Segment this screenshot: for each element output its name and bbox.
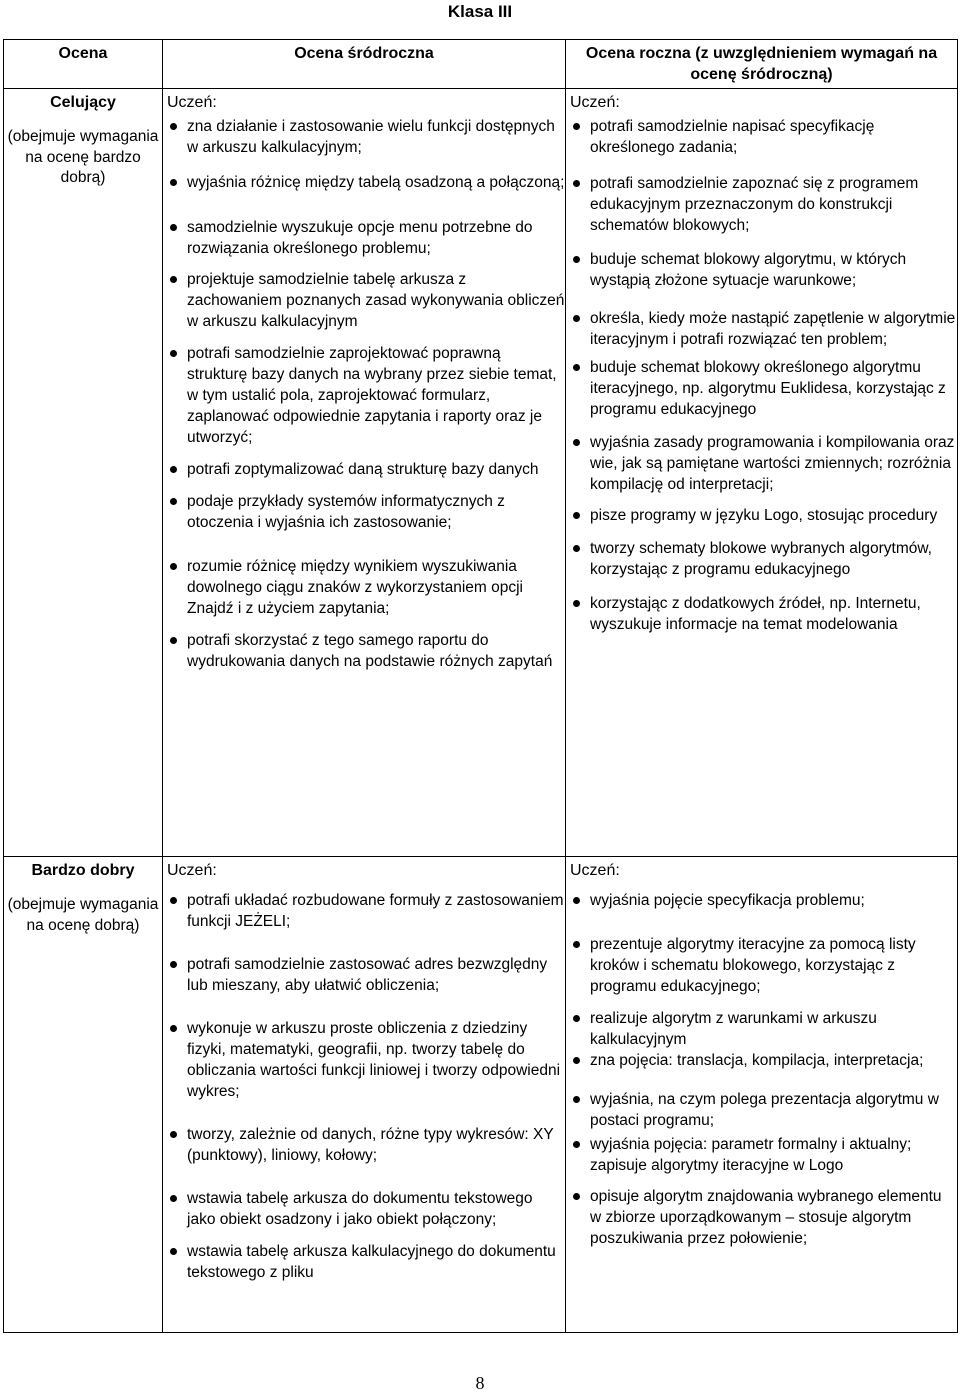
grade-note-celujacy: (obejmuje wymagania na ocenę bardzo dobrą)	[7, 128, 159, 186]
list-item: potrafi samodzielnie napisać specyfikację określonego zadania;	[566, 116, 957, 158]
bullet-icon	[573, 315, 580, 322]
list-item: buduje schemat blokowy algorytmu, w których wystąpią złożone sytuacje warunkowe;	[566, 249, 957, 291]
bullet-icon	[573, 439, 580, 446]
bullet-icon	[573, 364, 580, 371]
list-item: wyjaśnia, na czym polega prezentacja algorytmu w postaci programu;	[566, 1089, 957, 1131]
srodroczna-cell-celujacy	[163, 89, 566, 857]
list-item: tworzy, zależnie od danych, różne typy wykresów: XY (punktowy), liniowy, kołowy;	[163, 1124, 565, 1166]
grade-name-bardzo-dobry: Bardzo dobry	[31, 862, 135, 879]
list-item: samodzielnie wyszukuje opcje menu potrzebne do rozwiązania określonego problemu;	[163, 217, 565, 259]
bullet-icon	[170, 350, 177, 357]
bullet-icon	[170, 276, 177, 283]
list-item: tworzy schematy blokowe wybranych algorytmów, korzystając z programu edukacyjnego	[566, 538, 957, 580]
header-ocena: Ocena	[4, 40, 163, 89]
uczen-label: Uczeń:	[167, 94, 217, 111]
list-item: wyjaśnia pojęcia: parametr formalny i aktualny; zapisuje algorytmy iteracyjne w Logo	[566, 1134, 957, 1176]
bullet-icon	[170, 1025, 177, 1032]
bullet-icon	[573, 941, 580, 948]
bullet-icon	[170, 498, 177, 505]
list-item: buduje schemat blokowy określonego algorytmu iteracyjnego, np. algorytmu Euklidesa, korzystając z programu edukacyjnego	[566, 357, 957, 420]
row-bardzo-dobry	[4, 857, 958, 1333]
bullet-icon	[573, 123, 580, 130]
uczen-label: Uczeń:	[167, 862, 217, 879]
list-item: potrafi samodzielnie zastosować adres bezwzględny lub mieszany, aby ułatwić obliczenia;	[163, 954, 565, 996]
roczna-cell-celujacy	[566, 89, 958, 857]
list-item: potrafi zoptymalizować daną strukturę bazy danych	[163, 459, 565, 480]
bullet-icon	[573, 1193, 580, 1200]
grade-cell-bardzo-dobry	[4, 857, 163, 1333]
list-item: realizuje algorytm z warunkami w arkuszu kalkulacyjnym	[566, 1008, 957, 1050]
list-item: potrafi układać rozbudowane formuły z zastosowaniem funkcji JEŻELI;	[163, 890, 565, 932]
bullet-icon	[170, 961, 177, 968]
bullet-icon	[573, 897, 580, 904]
page-title: Klasa III	[447, 2, 513, 21]
bullet-icon	[170, 1131, 177, 1138]
srodroczna-cell-bardzo-dobry	[163, 857, 566, 1333]
list-item: projektuje samodzielnie tabelę arkusza z zachowaniem poznanych zasad wykonywania obliczeń w arkuszu kalkulacyjnym	[163, 269, 565, 332]
requirements-list	[566, 890, 957, 1249]
list-item: zna pojęcia: translacja, kompilacja, interpretacja;	[566, 1050, 957, 1071]
requirements-list	[163, 116, 565, 672]
bullet-icon	[170, 637, 177, 644]
bullet-icon	[170, 1195, 177, 1202]
header-row	[4, 40, 958, 89]
list-item: potrafi samodzielnie zapoznać się z programem edukacyjnym przeznaczonym do konstrukcji schematów blokowych;	[566, 173, 957, 236]
bullet-icon	[170, 179, 177, 186]
bullet-icon	[170, 466, 177, 473]
roczna-cell-bardzo-dobry	[566, 857, 958, 1333]
list-item: pisze programy w języku Logo, stosując procedury	[566, 505, 957, 526]
bullet-icon	[573, 512, 580, 519]
list-item: wyjaśnia różnicę między tabelą osadzoną a połączoną;	[163, 172, 565, 193]
list-item: wstawia tabelę arkusza kalkulacyjnego do dokumentu tekstowego z pliku	[163, 1241, 565, 1283]
header-srodroczna: Ocena śródroczna	[163, 40, 566, 89]
list-item: opisuje algorytm znajdowania wybranego elementu w zbiorze uporządkowanym – stosuje algorytm poszukiwania przez połowienie;	[566, 1186, 957, 1249]
row-celujacy	[4, 89, 958, 857]
grade-cell-celujacy	[4, 89, 163, 857]
bullet-icon	[573, 180, 580, 187]
list-item: potrafi samodzielnie zaprojektować poprawną strukturę bazy danych na wybrany przez siebie temat, w tym ustalić pola, zaprojektować formularz, zaplanować odpowiednie zapytania i raporty oraz je utworzyć;	[163, 343, 565, 448]
list-item: wykonuje w arkuszu proste obliczenia z dziedziny fizyki, matematyki, geografii, np. tworzy tabelę do obliczania wartości funkcji liniowej i tworzy odpowiedni wykres;	[163, 1018, 565, 1102]
requirements-list	[566, 116, 957, 635]
bullet-icon	[573, 600, 580, 607]
grade-name-celujacy: Celujący	[50, 94, 116, 111]
bullet-icon	[170, 123, 177, 130]
list-item: zna działanie i zastosowanie wielu funkcji dostępnych w arkuszu kalkulacyjnym;	[163, 116, 565, 158]
list-item: rozumie różnicę między wynikiem wyszukiwania dowolnego ciągu znaków z wykorzystaniem opcji Znajdź i z użyciem zapytania;	[163, 556, 565, 619]
list-item: prezentuje algorytmy iteracyjne za pomocą listy kroków i schematu blokowego, korzystając z programu edukacyjnego;	[566, 934, 957, 997]
list-item: wyjaśnia pojęcie specyfikacja problemu;	[566, 890, 957, 911]
list-item: korzystając z dodatkowych źródeł, np. Internetu, wyszukuje informacje na temat modelowania	[566, 593, 957, 635]
list-item: potrafi skorzystać z tego samego raportu do wydrukowania danych na podstawie różnych zapytań	[163, 630, 565, 672]
bullet-icon	[573, 1096, 580, 1103]
page-number: 8	[475, 1373, 485, 1393]
list-item: określa, kiedy może nastąpić zapętlenie w algorytmie iteracyjnym i potrafi rozwiązać ten problem;	[566, 308, 957, 350]
bullet-icon	[573, 545, 580, 552]
list-item: wyjaśnia zasady programowania i kompilowania oraz wie, jak są pamiętane wartości zmiennych; rozróżnia kompilację od interpretacji;	[566, 432, 957, 495]
bullet-icon	[170, 1248, 177, 1255]
bullet-icon	[170, 224, 177, 231]
header-roczna: Ocena roczna (z uwzględnieniem wymagań na ocenę śródroczną)	[566, 40, 958, 89]
uczen-label: Uczeń:	[570, 94, 620, 111]
list-item: podaje przykłady systemów informatycznych z otoczenia i wyjaśnia ich zastosowanie;	[163, 491, 565, 533]
uczen-label: Uczeń:	[570, 862, 620, 879]
grade-note-bardzo-dobry: (obejmuje wymagania na ocenę dobrą)	[7, 896, 159, 934]
list-item: wstawia tabelę arkusza do dokumentu tekstowego jako obiekt osadzony i jako obiekt połączony;	[163, 1188, 565, 1230]
bullet-icon	[573, 1057, 580, 1064]
grades-table	[3, 39, 958, 1333]
bullet-icon	[573, 1015, 580, 1022]
bullet-icon	[573, 1141, 580, 1148]
bullet-icon	[170, 563, 177, 570]
bullet-icon	[573, 256, 580, 263]
requirements-list	[163, 890, 565, 1283]
bullet-icon	[170, 897, 177, 904]
